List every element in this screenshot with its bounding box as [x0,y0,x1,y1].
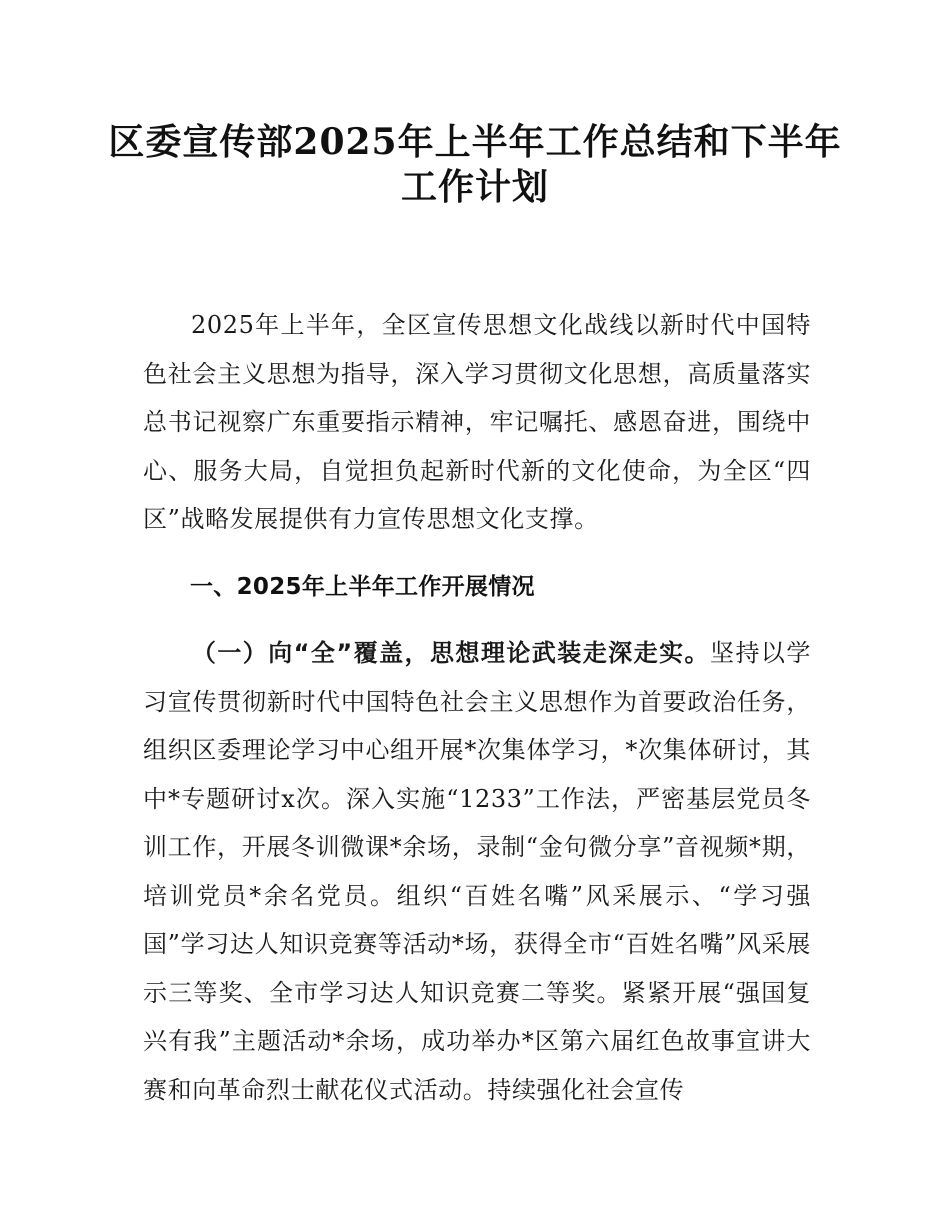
section-heading-1: 一、2025年上半年工作开展情况 [190,574,535,600]
subsection-lead-heading: （一）向“全”覆盖，思想理论武装走深走实。 [191,639,711,667]
document-title-line-1: 区委宣传部2025年上半年工作总结和下半年 [108,121,842,163]
intro-paragraph-text: 2025年上半年，全区宣传思想文化战线以新时代中国特色社会主义思想为指导，深入学习贯彻文化思想，高质量落实总书记视察广东重要指示精神，牢记嘱托、感恩奋进，围绕中心、服务大局，自觉担负起新时代新的文化使命，为全区“四区”战略发展提供有力宣传思想文化支撑。 [143,311,811,533]
intro-paragraph [143,301,811,544]
subsection-body-text: 坚持以学习宣传贯彻新时代中国特色社会主义思想作为首要政治任务，组织区委理论学习中心组开展*次集体学习，*次集体研讨，其中*专题研讨x次。深入实施“1233”工作法，严密基层党员冬训工作，开展冬训微课*余场，录制“金句微分享”音视频*期，培训党员*余名党员。组织“百姓名嘴”风采展示、“学习强国”学习达人知识竞赛等活动*场，获得全市“百姓名嘴”风采展示三等奖、全市学习达人知识竞赛二等奖。紧紧开展“强国复兴有我”主题活动*余场，成功举办*区第六届红色故事宣讲大赛和向革命烈士献花仪式活动。持续强化社会宣传 [143,639,811,1104]
document-title-line-2: 工作计划 [400,166,549,208]
subsection-paragraph-1 [143,629,811,1114]
